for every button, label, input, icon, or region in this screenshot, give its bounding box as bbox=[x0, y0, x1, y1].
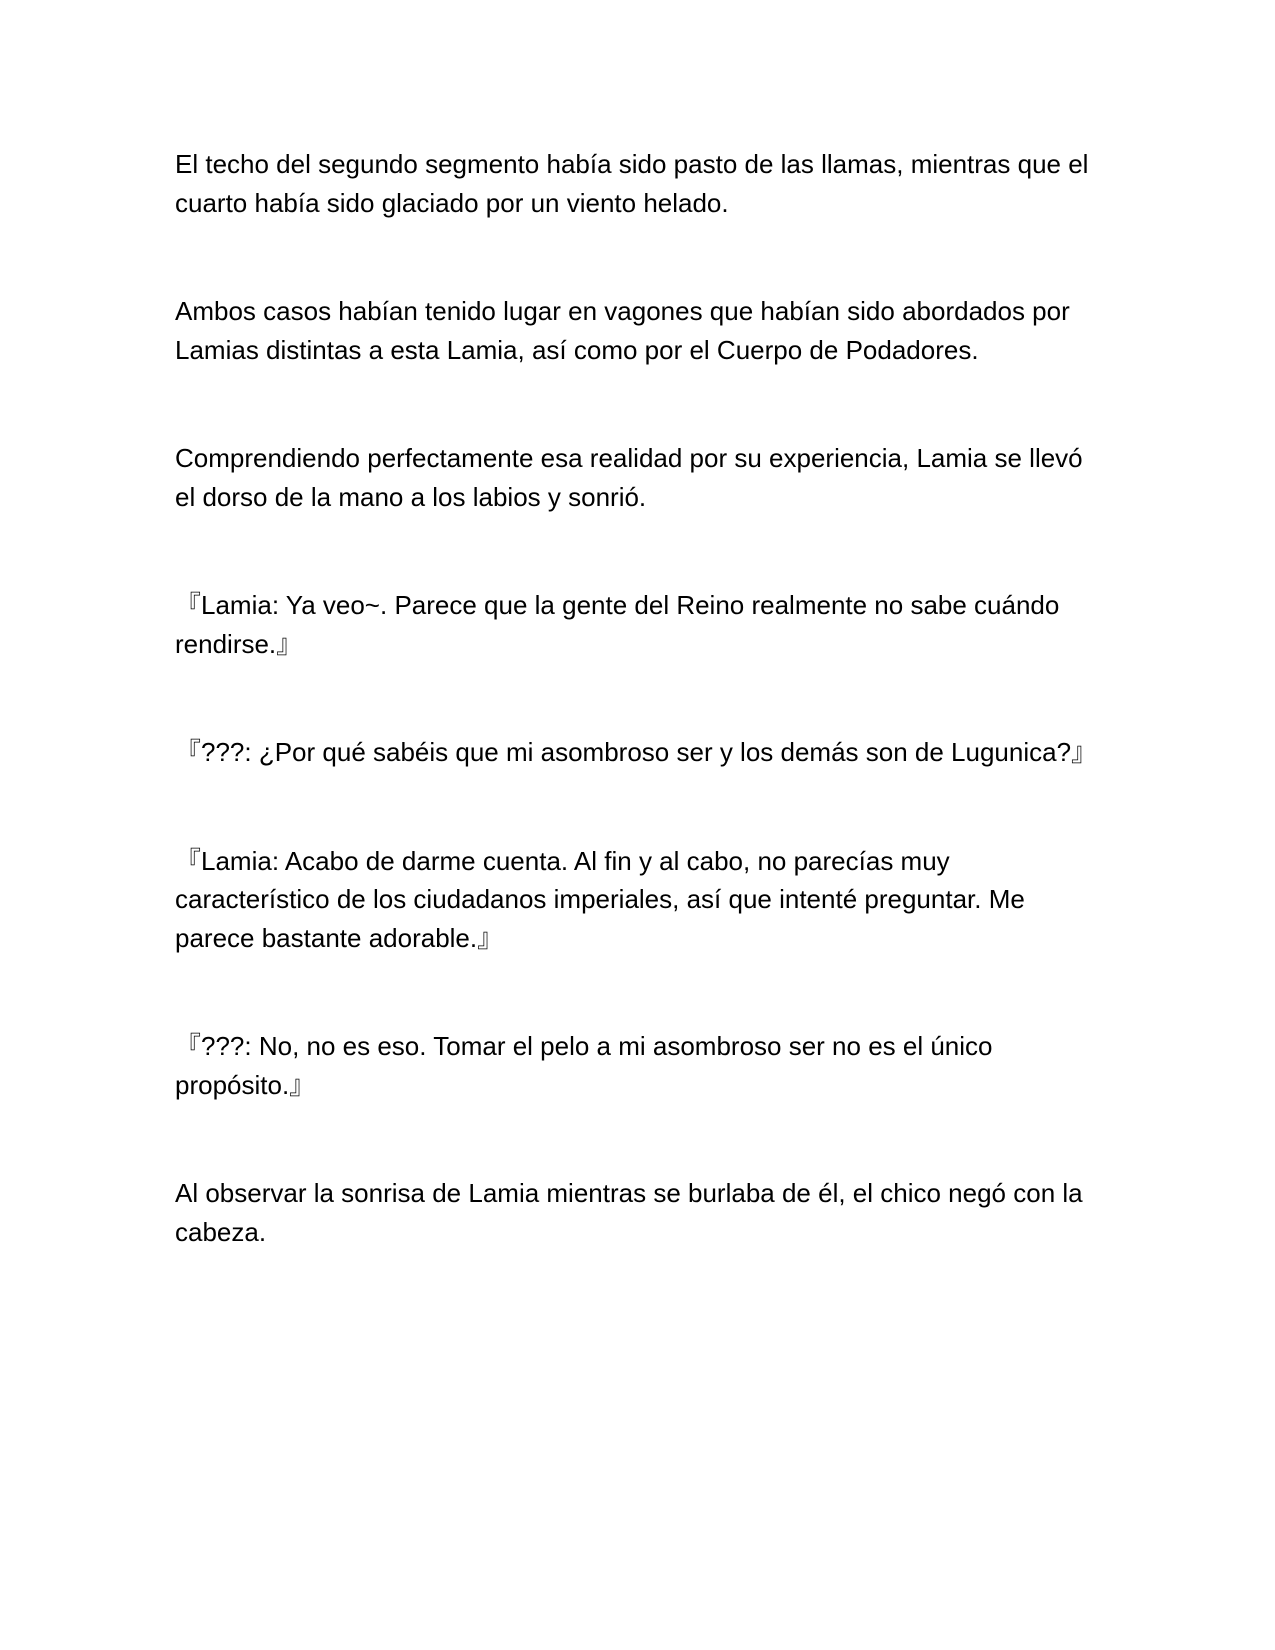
paragraph: El techo del segundo segmento había sido pasto de las llamas, mientras que el cuarto había sido glaciado por un viento helado. bbox=[175, 149, 1096, 218]
document-body bbox=[175, 145, 1098, 1321]
paragraph: Comprendiendo perfectamente esa realidad por su experiencia, Lamia se llevó el dorso de la mano a los labios y sonrió. bbox=[175, 443, 1090, 512]
paragraph: Al observar la sonrisa de Lamia mientras se burlaba de él, el chico negó con la cabeza. bbox=[175, 1178, 1090, 1247]
dialogue-line: 『Lamia: Ya veo~. Parece que la gente del Reino realmente no sabe cuándo rendirse.』 bbox=[175, 590, 1067, 659]
dialogue-line: 『???: No, no es eso. Tomar el pelo a mi asombroso ser no es el único propósito.』 bbox=[175, 1031, 1000, 1100]
dialogue-line: 『???: ¿Por qué sabéis que mi asombroso ser y los demás son de Lugunica?』 bbox=[175, 737, 1098, 767]
dialogue-line: 『Lamia: Acabo de darme cuenta. Al fin y al cabo, no parecías muy característico de los ciudadanos imperiales, así que intenté preguntar. Me parece bastante adorable.』 bbox=[175, 845, 1033, 953]
paragraph: Ambos casos habían tenido lugar en vagones que habían sido abordados por Lamias distintas a esta Lamia, así como por el Cuerpo de Podadores. bbox=[175, 296, 1077, 365]
